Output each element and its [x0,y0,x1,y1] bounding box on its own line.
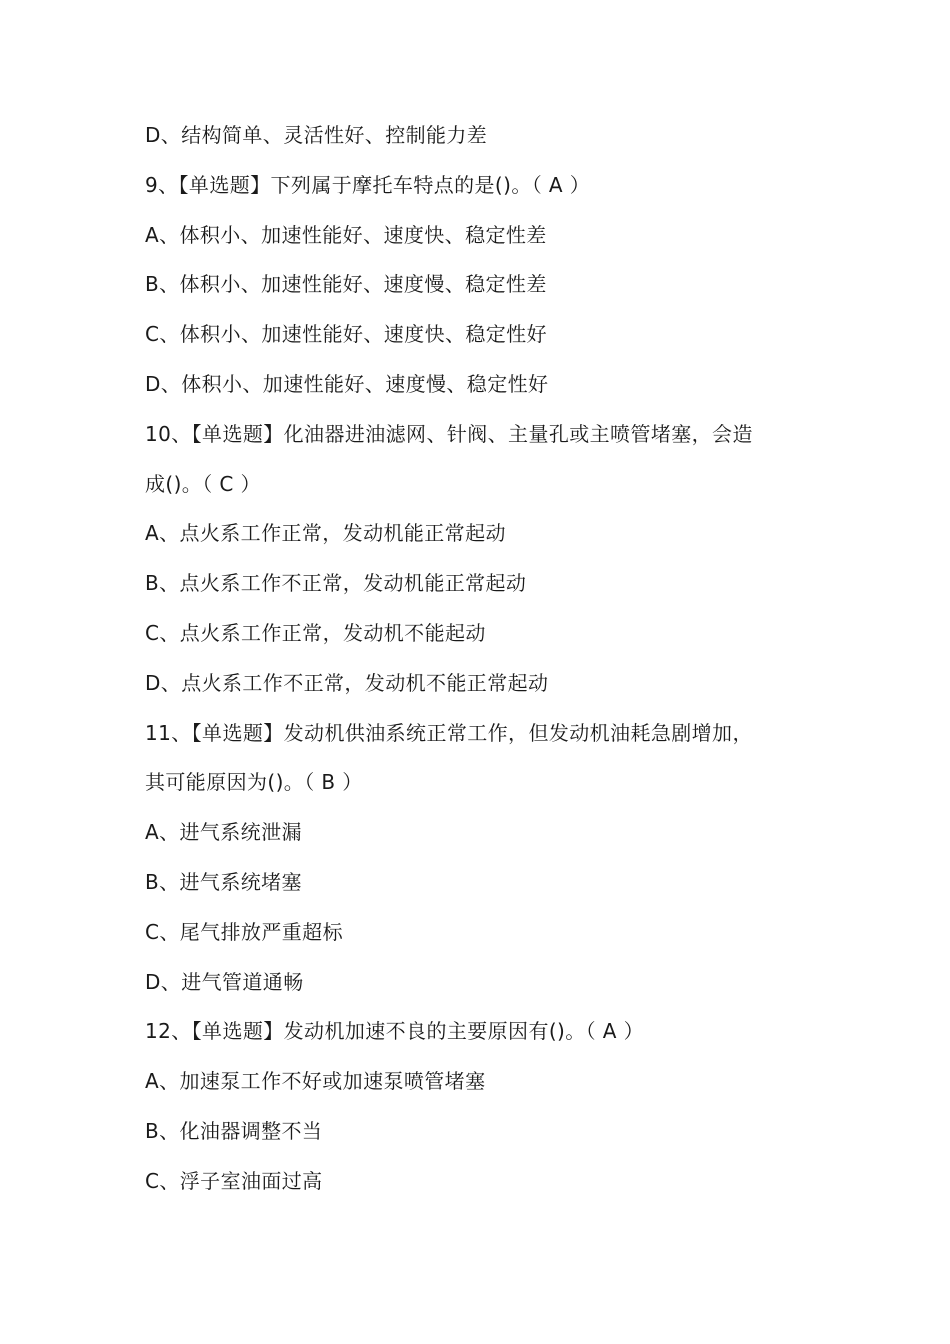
question-10-line-2: 成()。（ C ） [145,471,261,496]
option-a-q12: A、加速泵工作不好或加速泵喷管堵塞 [145,1069,486,1094]
option-c-q11: C、尾气排放严重超标 [145,919,343,944]
option-b-q11: B、进气系统堵塞 [145,869,302,894]
question-10-line-1: 10、【单选题】化油器进油滤网、针阀、主量孔或主喷管堵塞，会造 [145,421,753,446]
option-a-q11: A、进气系统泄漏 [145,820,302,845]
option-b-q9: B、体积小、加速性能好、速度慢、稳定性差 [145,272,547,297]
document-page [145,111,825,1207]
option-d-q10: D、点火系工作不正常，发动机不能正常起动 [145,670,549,695]
option-c-q10: C、点火系工作正常，发动机不能起动 [145,620,486,645]
question-9: 9、【单选题】下列属于摩托车特点的是()。（ A ） [145,172,591,197]
option-d-q8: D、结构简单、灵活性好、控制能力差 [145,123,488,147]
question-11-line-2: 其可能原因为()。（ B ） [145,770,363,795]
option-d-q11: D、进气管道通畅 [145,969,304,994]
option-b-q10: B、点火系工作不正常，发动机能正常起动 [145,571,527,596]
question-11-line-1: 11、【单选题】发动机供油系统正常工作，但发动机油耗急剧增加， [145,720,753,745]
option-c-q12: C、浮子室油面过高 [145,1168,323,1193]
question-12: 12、【单选题】发动机加速不良的主要原因有()。（ A ） [145,1019,645,1044]
option-d-q9: D、体积小、加速性能好、速度慢、稳定性好 [145,371,549,396]
option-c-q9: C、体积小、加速性能好、速度快、稳定性好 [145,322,547,347]
option-a-q9: A、体积小、加速性能好、速度快、稳定性差 [145,222,547,247]
option-a-q10: A、点火系工作正常，发动机能正常起动 [145,521,506,546]
option-b-q12: B、化油器调整不当 [145,1118,323,1143]
